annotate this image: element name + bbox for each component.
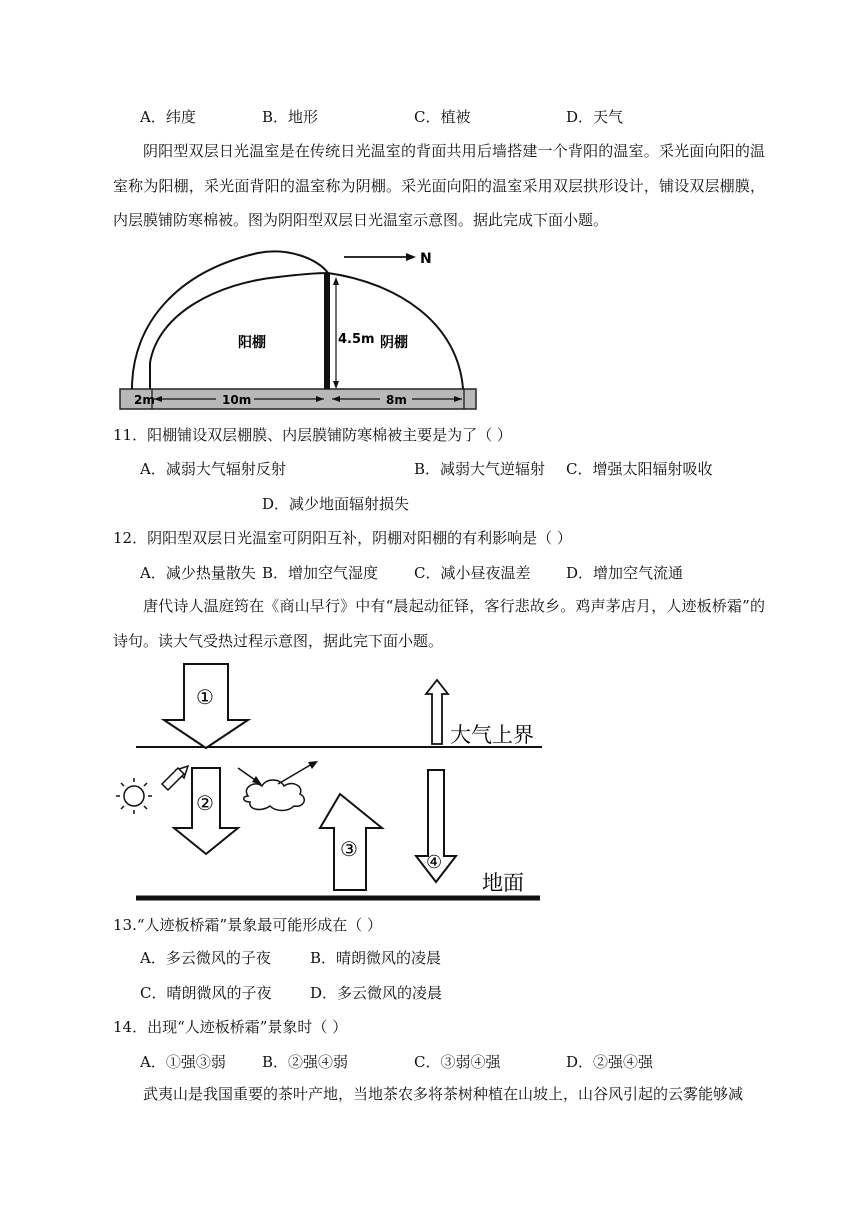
q11-option-a: A．减弱大气辐射反射 xyxy=(140,460,286,478)
q11-option-b: B．减弱大气逆辐射 xyxy=(414,460,546,478)
q11-option-c: C．增强太阳辐射吸收 xyxy=(566,460,713,478)
q12-option-d: D．增加空气流通 xyxy=(566,564,684,582)
intro-paragraph-greenhouse: 阴阳型双层日光温室是在传统日光温室的背面共用后墙搭建一个背阳的温室。采光面向阳的温室称为阳棚，采光面背阳的温室称为阴棚。采光面向阳的温室采用双层拱形设计，铺设双层棚膜，内层膜铺防寒棉被。图为阴阳型双层日光温室示意图。据此完成下面小题。 xyxy=(113,142,765,229)
q12-option-b: B．增加空气湿度 xyxy=(262,564,379,582)
q14-option-d: D．②强④强 xyxy=(566,1053,654,1071)
north-label: N xyxy=(420,251,432,267)
q11-option-d: D．减少地面辐射损失 xyxy=(262,495,410,513)
shady-shed-label: 阴棚 xyxy=(380,335,408,351)
dim-2m-label: 2m xyxy=(134,393,155,407)
q14-stem: 14．出现“人迹板桥霜”景象时（ ） xyxy=(113,1018,348,1036)
dim-10m-label: 10m xyxy=(222,393,252,407)
ground-label: 地面 xyxy=(482,871,524,895)
q12-stem: 12．阴阳型双层日光温室可阴阳互补，阴棚对阳棚的有利影响是（ ） xyxy=(113,529,572,547)
sun-icon xyxy=(116,778,152,814)
q12-option-a: A．减少热量散失 xyxy=(140,564,256,582)
dim-8m-label: 8m xyxy=(386,393,407,407)
arrow-4-mark: ④ xyxy=(426,852,443,873)
q13-option-d: D．多云微风的凌晨 xyxy=(310,984,443,1002)
sunny-shed-label: 阳棚 xyxy=(238,335,266,351)
q14-option-a: A．①强③弱 xyxy=(140,1053,226,1071)
q10-option-c: C．植被 xyxy=(414,108,471,126)
arrow-1-mark: ① xyxy=(196,685,214,709)
intro-paragraph-poem: 唐代诗人温庭筠在《商山早行》中有“晨起动征铎，客行悲故乡。鸡声茅店月，人迹板桥霜”的诗句。读大气受热过程示意图，据此完下面小题。 xyxy=(113,597,765,650)
q14-option-c: C．③弱④强 xyxy=(414,1053,501,1071)
greenhouse-diagram xyxy=(118,243,480,413)
q12-option-c: C．减小昼夜温差 xyxy=(414,564,531,582)
q10-option-b: B．地形 xyxy=(262,108,319,126)
q13-option-c: C．晴朗微风的子夜 xyxy=(140,984,272,1002)
q10-option-d: D．天气 xyxy=(566,108,624,126)
arrow-2-mark: ② xyxy=(196,791,214,815)
q13-option-a: A．多云微风的子夜 xyxy=(140,949,271,967)
q11-stem: 11．阳棚铺设双层棚膜、内层膜铺防寒棉被主要是为了（ ） xyxy=(113,426,512,444)
q13-option-b: B．晴朗微风的凌晨 xyxy=(310,949,442,967)
atmosphere-top-label: 大气上界 xyxy=(450,723,534,747)
atmosphere-heating-diagram xyxy=(108,660,548,905)
q10-option-a: A．纬度 xyxy=(140,108,196,126)
intro-paragraph-wuyi: 武夷山是我国重要的茶叶产地，当地茶农多将茶树种植在山坡上，山谷风引起的云雾能够减 xyxy=(143,1085,744,1103)
q13-stem: 13.“人迹板桥霜”景象最可能形成在（ ） xyxy=(113,916,382,934)
cloud-icon xyxy=(244,780,305,811)
height-label: 4.5m xyxy=(338,332,375,347)
arrow-3-mark: ③ xyxy=(340,837,358,861)
q14-option-b: B．②强④弱 xyxy=(262,1053,349,1071)
